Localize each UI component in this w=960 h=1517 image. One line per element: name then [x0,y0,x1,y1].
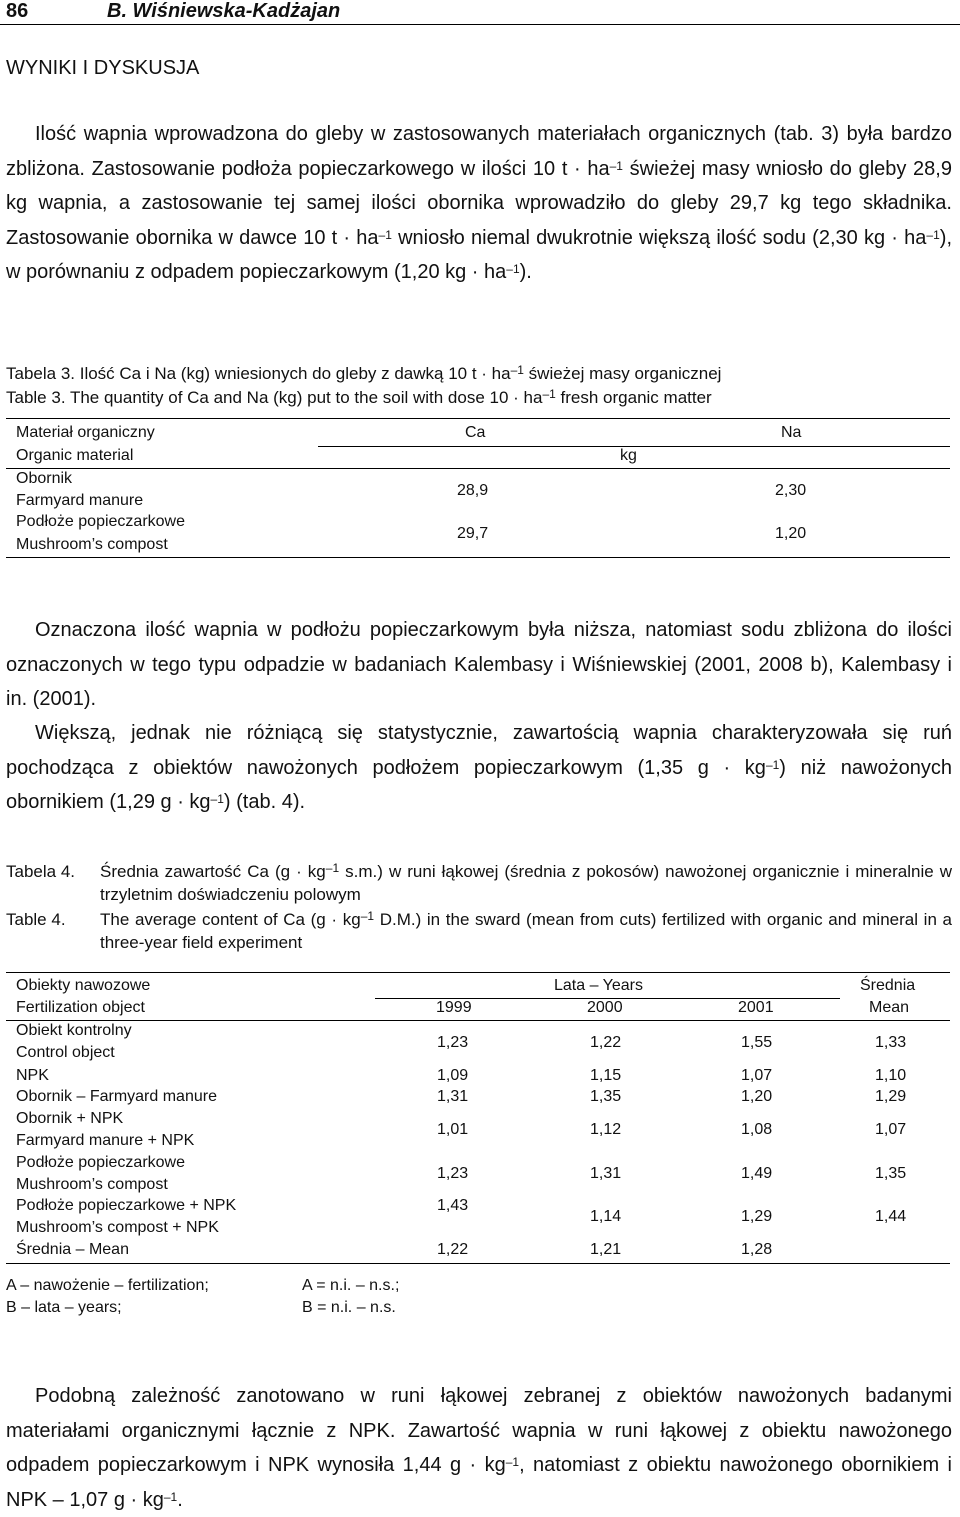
table4-row4-mean: 1,07 [875,1121,907,1138]
header-rule [0,24,960,25]
table4-row5-1999: 1,23 [437,1165,469,1182]
table4-row4-1999: 1,01 [437,1121,469,1138]
table4-row5-2000: 1,31 [590,1165,622,1182]
table4-caption-pl-sup: –1 [325,861,340,875]
table4-caption-en-a: The average content of Ca (g · kg [100,910,361,929]
table4-head-pl: Obiekty nawozowe [16,977,151,994]
p1-text-b: świeżej masy wniosło do gleby 28,9 kg wapnia, a zastosowanie tej samej ilości obornika wprowadziło do gleby 29,7 kg tego składnika. Zastosowanie obornika w dawce 10 t · ha [6,157,952,249]
table4-head-en: Fertilization object [16,999,145,1016]
table3-bottom-rule [6,557,950,558]
table4-row2-2001: 1,07 [741,1067,773,1084]
table4-row4-pl: Obornik + NPK [16,1110,124,1127]
table3-row2-pl: Podłoże popieczarkowe [16,513,185,530]
p4-sup-1: –1 [505,1455,520,1470]
table4-row3-2000: 1,35 [590,1088,622,1105]
table4-caption-en-b: D.M.) in the sward (mean from cuts) fertilized with organic and mineral in a three-year field experiment [100,910,953,952]
table4-top-rule [6,972,950,973]
table3-caption-pl-sup: –1 [510,363,524,377]
table4-bottom-rule [6,1263,950,1264]
table3-unit: kg [620,447,637,464]
table3-head-pl: Materiał organiczny [16,424,155,441]
table4-row3-2001: 1,20 [741,1088,773,1105]
table4-row5-2001: 1,49 [741,1165,773,1182]
table4-row2-1999: 1,09 [437,1067,469,1084]
p1-sup-3: –1 [926,227,940,242]
table4-row3-1999: 1,31 [437,1088,469,1105]
table4-row4-2001: 1,08 [741,1121,773,1138]
table3-caption-en [6,386,952,409]
table3-caption-en-b: fresh organic matter [555,388,712,407]
p3-text-a: Większą, jednak nie różniącą się statystycznie, zawartością wapnia charakteryzowała się ruń pochodząca z obiektów nawożonych podłożem popieczarkowym (1,35 g · kg [6,722,952,779]
p3-text-b: ) niż nawożonych obornikiem (1,29 g · kg [6,756,952,814]
table4-row5-en: Mushroom’s compost [16,1176,168,1193]
table4-row4-en: Farmyard manure + NPK [16,1132,195,1149]
table4-row1-2001: 1,55 [741,1034,773,1051]
table4-caption-en [100,908,952,954]
p1-sup-2: –1 [378,227,392,242]
p4-sup-2: –1 [163,1489,178,1504]
table4-mean-pl: Średnia [860,977,916,994]
table4-row2-pl: NPK [16,1067,49,1084]
p1-text-d: ), w porównaniu z odpadem popieczarkowym (1,20 kg · ha [6,226,952,284]
section-title: WYNIKI I DYSKUSJA [6,57,200,79]
p1-text-e: ). [519,261,532,284]
table4-row6-2000: 1,14 [590,1208,622,1225]
paragraph-2: Oznaczona ilość wapnia w podłożu popieczarkowym była niższa, natomiast sodu zbliżona do ilości oznaczonych w tego typu odpadzie w badaniach Kalembasy i Wiśniewskiej (2001, 2008 b), Kalembasy i in. (2001). [6,619,952,711]
p1-sup-1: –1 [609,158,623,173]
table4-header-rule [6,1020,950,1021]
table4-footnote-a2: A = n.i. – n.s.; [302,1277,400,1294]
table4-row7-1999: 1,22 [437,1241,469,1258]
table4-mean-en: Mean [869,999,910,1016]
table4-row3-mean: 1,29 [875,1088,907,1105]
table4-row2-2000: 1,15 [590,1067,622,1084]
table4-row1-en: Control object [16,1044,115,1061]
table4-row6-2001: 1,29 [741,1208,773,1225]
table4-footnote-b2: B = n.i. – n.s. [302,1299,396,1316]
table3-caption-pl-a: Tabela 3. Ilość Ca i Na (kg) wniesionych do gleby z dawką 10 t · ha [6,364,511,383]
table4-row1-2000: 1,22 [590,1034,622,1051]
paragraph-1 [6,117,952,290]
p3-sup-1: –1 [765,757,780,772]
p3-sup-2: –1 [210,792,224,807]
table4-year-2001: 2001 [738,999,774,1016]
table3-row1-na: 2,30 [775,482,807,499]
table4-row4-2000: 1,12 [590,1121,622,1138]
table3-caption-en-a: Table 3. The quantity of Ca and Na (kg) put to the soil with dose 10 · ha [6,388,543,407]
p4-text-a: Podobną zależność zanotowano w runi łąkowej zebranej z obiektów nawożonych badanymi materiałami organicznymi łącznie z NPK. Zawartość wapnia w runi łąkowej z obiektu nawożonego odpadem popieczarkowym i NPK wynosiła 1,44 g · kg [6,1385,952,1477]
table4-row7-2000: 1,21 [590,1241,622,1258]
p4-text-b: , natomiast z obiektu nawożonego obornikiem i NPK – 1,07 g · kg [6,1454,952,1511]
table4-row2-mean: 1,10 [875,1067,907,1084]
table4-row5-pl: Podłoże popieczarkowe [16,1154,185,1171]
p3-text-c: ) (tab. 4). [223,791,306,814]
table4-row6-en: Mushroom’s compost + NPK [16,1219,219,1236]
table4-years-label: Lata – Years [554,977,643,994]
table4-row3-pl: Obornik – Farmyard manure [16,1088,217,1105]
table4-row6-pl: Podłoże popieczarkowe + NPK [16,1197,237,1214]
p1-text-c: wniosło niemal dwukrotnie większą ilość sodu (2,30 kg · ha [391,226,927,249]
table3-head-en: Organic material [16,447,134,464]
table3-col-na: Na [781,424,802,441]
table4-year-2000: 2000 [587,999,623,1016]
running-header [0,0,960,26]
table4-footnote-a1: A – nawożenie – fertilization; [6,1277,209,1294]
table4-label-pl: Tabela 4. [6,862,75,881]
p4-text-c: . [177,1488,183,1511]
running-head-author: B. Wiśniewska-Kadżajan [107,0,341,22]
table3-row1-pl: Obornik [16,470,73,487]
table4-row6-1999: 1,43 [437,1197,469,1214]
table3-header-rule [6,468,950,469]
table4-year-1999: 1999 [436,999,472,1016]
table3-row2-na: 1,20 [775,525,807,542]
table4-caption-pl-a: Średnia zawartość Ca (g · kg [100,862,326,881]
table4-caption-pl-b: s.m.) w runi łąkowej (średnia z pokosów) nawożonej organicznie i mineralnie w trzyletnim doświadczeniu polowym [100,862,952,904]
table4-row6-mean: 1,44 [875,1208,907,1225]
table3-col-ca: Ca [465,424,486,441]
table3-caption-en-sup: –1 [542,387,556,401]
table4-row5-mean: 1,35 [875,1165,907,1182]
table4-footnote-b1: B – lata – years; [6,1299,122,1316]
table3-row1-ca: 28,9 [457,482,489,499]
table4-row1-1999: 1,23 [437,1034,469,1051]
table3-top-rule [6,418,950,419]
page-number: 86 [6,0,29,22]
table4-row7-pl: Średnia – Mean [16,1241,129,1258]
paragraph-3 [6,716,952,820]
table4-row1-pl: Obiekt kontrolny [16,1022,132,1039]
p1-sup-4: –1 [506,262,520,277]
table4-row1-mean: 1,33 [875,1034,907,1051]
table3-row2-ca: 29,7 [457,525,489,542]
table3-row2-en: Mushroom’s compost [16,536,168,553]
table4-label-en: Table 4. [6,910,66,929]
table4-caption-pl [100,860,952,906]
table3-row1-en: Farmyard manure [16,492,144,509]
table3-caption-pl [6,362,952,385]
table3-caption-pl-b: świeżej masy organicznej [523,364,722,383]
table4-row7-2001: 1,28 [741,1241,773,1258]
table4-caption-en-sup: –1 [360,909,375,923]
p1-text-a: Ilość wapnia wprowadzona do gleby w zastosowanych materiałach organicznych (tab. 3) była bardzo zbliżona. Zastosowanie podłoża popieczarkowego w ilości 10 t · ha [6,123,952,180]
paragraph-4 [6,1379,952,1517]
